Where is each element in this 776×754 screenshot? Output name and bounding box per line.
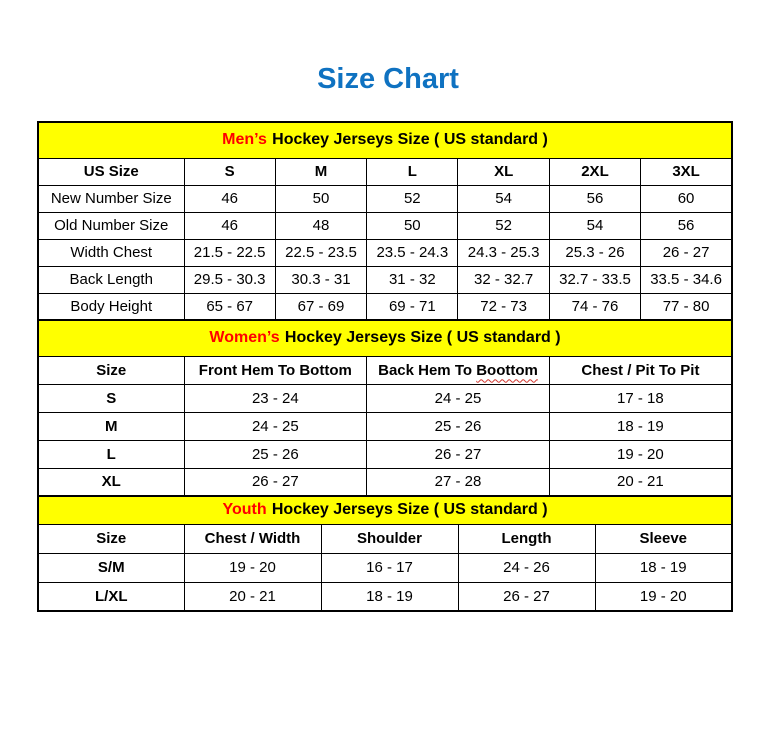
- data-cell: 17 - 18: [549, 384, 732, 412]
- data-cell: 18 - 19: [549, 412, 732, 440]
- row-label: S: [38, 384, 184, 412]
- data-cell: 23 - 24: [184, 384, 367, 412]
- band-text: Hockey Jerseys Size ( US standard ): [284, 329, 561, 347]
- column-header-cell: M: [275, 158, 366, 185]
- table-row: [38, 440, 732, 468]
- table-row: [38, 239, 732, 266]
- column-header-cell: Shoulder: [321, 524, 458, 553]
- column-header-cell: Size: [38, 356, 184, 384]
- data-cell: 30.3 - 31: [275, 266, 366, 293]
- data-cell: 72 - 73: [458, 293, 549, 320]
- data-cell: 67 - 69: [275, 293, 366, 320]
- table-row: [38, 293, 732, 320]
- data-cell: 18 - 19: [595, 553, 732, 582]
- table-row: [38, 384, 732, 412]
- womens-size-table: [37, 319, 733, 497]
- mens-size-table: [37, 121, 733, 321]
- data-cell: 46: [184, 212, 275, 239]
- band-highlight: Youth: [222, 501, 267, 519]
- band-highlight: Women’s: [209, 329, 280, 347]
- womens-section-band-row: [38, 320, 732, 356]
- column-header-cell: XL: [458, 158, 549, 185]
- data-cell: 33.5 - 34.6: [641, 266, 732, 293]
- mens-section-band-row: [38, 122, 732, 158]
- data-cell: 60: [641, 185, 732, 212]
- data-cell: 32.7 - 33.5: [549, 266, 640, 293]
- data-cell: 50: [367, 212, 458, 239]
- data-cell: 19 - 20: [595, 582, 732, 611]
- mens-section-band: [38, 122, 732, 158]
- mens-column-header-row: [38, 158, 732, 185]
- data-cell: 65 - 67: [184, 293, 275, 320]
- data-cell: 26 - 27: [641, 239, 732, 266]
- data-cell: 54: [549, 212, 640, 239]
- youth-size-table: [37, 495, 733, 612]
- data-cell: 26 - 27: [367, 440, 550, 468]
- data-cell: 26 - 27: [458, 582, 595, 611]
- size-chart-page: [0, 62, 776, 612]
- row-label: Width Chest: [38, 239, 184, 266]
- data-cell: 25 - 26: [184, 440, 367, 468]
- data-cell: 74 - 76: [549, 293, 640, 320]
- data-cell: 21.5 - 22.5: [184, 239, 275, 266]
- data-cell: 56: [549, 185, 640, 212]
- row-label: Body Height: [38, 293, 184, 320]
- column-header-cell: Front Hem To Bottom: [184, 356, 367, 384]
- data-cell: 56: [641, 212, 732, 239]
- data-cell: 25.3 - 26: [549, 239, 640, 266]
- column-header-cell: Chest / Width: [184, 524, 321, 553]
- column-header-cell: 2XL: [549, 158, 640, 185]
- data-cell: 29.5 - 30.3: [184, 266, 275, 293]
- data-cell: 24 - 26: [458, 553, 595, 582]
- size-tables: [37, 121, 733, 612]
- data-cell: 16 - 17: [321, 553, 458, 582]
- row-label: New Number Size: [38, 185, 184, 212]
- row-label: S/M: [38, 553, 184, 582]
- youth-section-band-row: [38, 496, 732, 524]
- data-cell: 54: [458, 185, 549, 212]
- womens-section-band: [38, 320, 732, 356]
- page-title: Size Chart: [317, 63, 459, 95]
- data-cell: 52: [367, 185, 458, 212]
- column-header-cell: Length: [458, 524, 595, 553]
- womens-column-header-row: [38, 356, 732, 384]
- row-label: Back Length: [38, 266, 184, 293]
- column-header-cell: L: [367, 158, 458, 185]
- row-label: Old Number Size: [38, 212, 184, 239]
- column-header-cell: [367, 356, 550, 384]
- data-cell: 20 - 21: [549, 468, 732, 496]
- table-row: [38, 553, 732, 582]
- row-label: M: [38, 412, 184, 440]
- data-cell: 32 - 32.7: [458, 266, 549, 293]
- data-cell: 69 - 71: [367, 293, 458, 320]
- band-text: Hockey Jerseys Size ( US standard ): [272, 131, 548, 149]
- data-cell: 27 - 28: [367, 468, 550, 496]
- row-label: L/XL: [38, 582, 184, 611]
- table-row: [38, 185, 732, 212]
- row-label: L: [38, 440, 184, 468]
- table-row: [38, 412, 732, 440]
- data-cell: 24.3 - 25.3: [458, 239, 549, 266]
- data-cell: 50: [275, 185, 366, 212]
- column-header-cell: S: [184, 158, 275, 185]
- data-cell: 19 - 20: [184, 553, 321, 582]
- data-cell: 19 - 20: [549, 440, 732, 468]
- column-header-cell: US Size: [38, 158, 184, 185]
- table-row: [38, 582, 732, 611]
- data-cell: 46: [184, 185, 275, 212]
- table-row: [38, 212, 732, 239]
- youth-column-header-row: [38, 524, 732, 553]
- youth-section-band: [38, 496, 732, 524]
- column-header-cell: Sleeve: [595, 524, 732, 553]
- data-cell: 26 - 27: [184, 468, 367, 496]
- column-header-cell: Size: [38, 524, 184, 553]
- column-header-text: Back Hem To: [378, 361, 477, 379]
- data-cell: 20 - 21: [184, 582, 321, 611]
- data-cell: 18 - 19: [321, 582, 458, 611]
- data-cell: 23.5 - 24.3: [367, 239, 458, 266]
- data-cell: 24 - 25: [184, 412, 367, 440]
- data-cell: 77 - 80: [641, 293, 732, 320]
- misspelled-word: Boottom: [476, 361, 538, 379]
- data-cell: 22.5 - 23.5: [275, 239, 366, 266]
- column-header-cell: Chest / Pit To Pit: [549, 356, 732, 384]
- band-highlight: Men’s: [222, 131, 267, 149]
- band-text: Hockey Jerseys Size ( US standard ): [271, 501, 548, 519]
- data-cell: 52: [458, 212, 549, 239]
- column-header-cell: 3XL: [641, 158, 732, 185]
- data-cell: 31 - 32: [367, 266, 458, 293]
- table-row: [38, 266, 732, 293]
- data-cell: 24 - 25: [367, 384, 550, 412]
- table-row: [38, 468, 732, 496]
- data-cell: 25 - 26: [367, 412, 550, 440]
- row-label: XL: [38, 468, 184, 496]
- data-cell: 48: [275, 212, 366, 239]
